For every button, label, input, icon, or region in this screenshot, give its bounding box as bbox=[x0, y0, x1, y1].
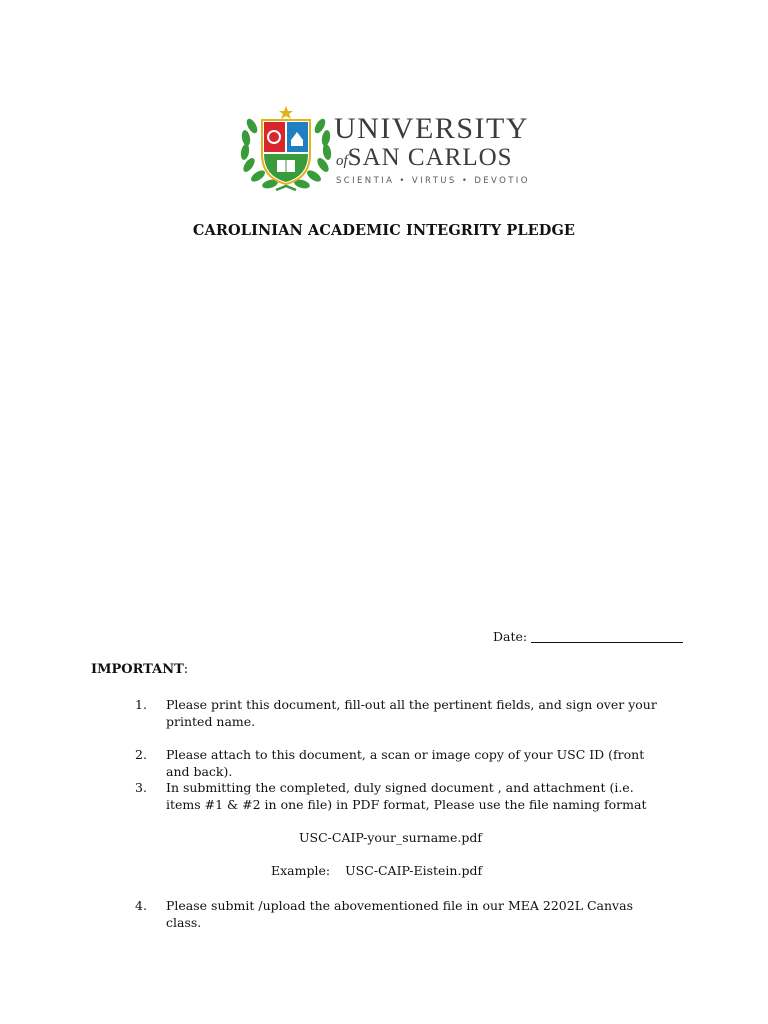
list-item-number: 4. bbox=[135, 898, 147, 913]
university-wordmark bbox=[334, 114, 538, 188]
wordmark-university: UNIVERSITY bbox=[334, 112, 529, 145]
date-field bbox=[493, 629, 683, 644]
example-line bbox=[271, 863, 482, 878]
list-item bbox=[135, 696, 675, 730]
wordmark-of: of bbox=[336, 153, 348, 169]
university-logo bbox=[238, 104, 538, 196]
list-item-text: Please submit /upload the abovementioned file in our MEA 2202L Canvas class. bbox=[166, 898, 633, 930]
example-value: USC-CAIP-Eistein.pdf bbox=[345, 863, 483, 878]
document-title: CAROLINIAN ACADEMIC INTEGRITY PLEDGE bbox=[192, 222, 576, 239]
important-heading bbox=[91, 662, 188, 677]
list-item bbox=[135, 897, 675, 930]
list-item bbox=[135, 746, 675, 779]
list-item-text: Please print this document, fill-out all the pertinent fields, and sign over your printed name. bbox=[166, 697, 657, 729]
date-label: Date: bbox=[493, 629, 528, 644]
wordmark-motto: SCIENTIA • VIRTUS • DEVOTIO bbox=[336, 176, 530, 186]
university-crest-icon bbox=[238, 104, 334, 196]
list-item-number: 1. bbox=[135, 697, 147, 712]
important-colon: : bbox=[183, 662, 189, 677]
example-label: Example: bbox=[271, 863, 331, 878]
wordmark-line2 bbox=[336, 144, 513, 175]
list-item-number: 2. bbox=[135, 747, 147, 762]
list-item bbox=[135, 779, 675, 813]
list-item-text: Please attach to this document, a scan or image copy of your USC ID (front and back). bbox=[166, 747, 645, 779]
list-item-number: 3. bbox=[135, 780, 147, 795]
file-format-line: USC-CAIP-your_surname.pdf bbox=[299, 830, 483, 845]
wordmark-san-carlos: SAN CARLOS bbox=[347, 144, 513, 171]
list-item-text: In submitting the completed, duly signed document , and attachment (i.e. items #1 & #2 in one file) in PDF format, Please use the file naming format bbox=[166, 780, 647, 812]
date-blank-line bbox=[531, 629, 683, 643]
important-label: IMPORTANT bbox=[91, 662, 184, 677]
